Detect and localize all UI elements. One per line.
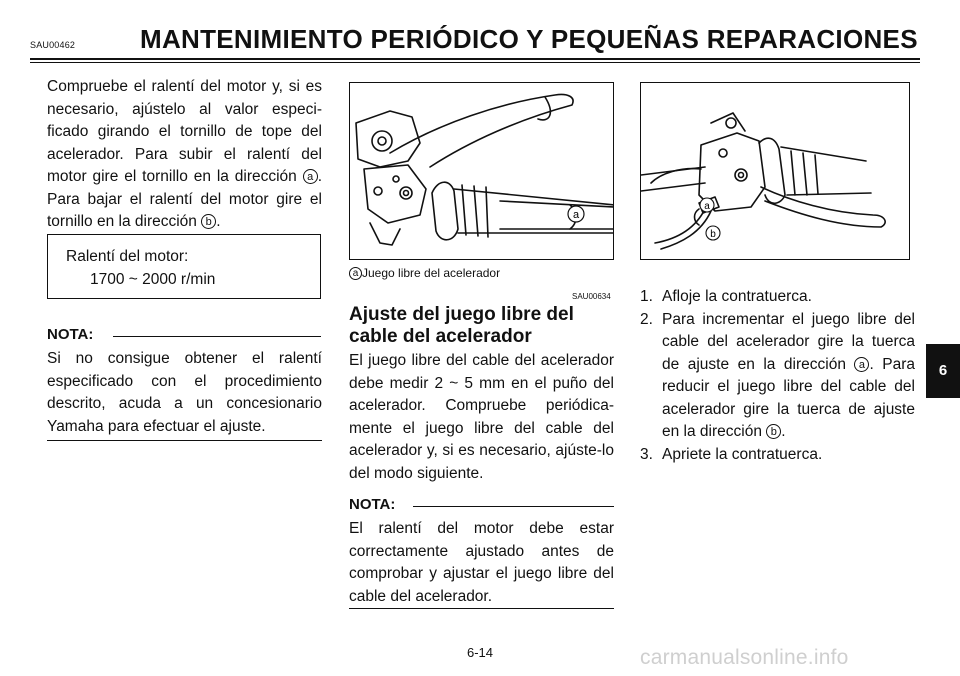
caption-a-marker: a — [349, 267, 362, 280]
spec-value: 1700 ~ 2000 r/min — [90, 270, 216, 288]
note-end-rule — [47, 440, 322, 441]
step-text-2: . Para reducir el juego libre del cable del acelerador gire la tuerca de ajuste en la dirección — [662, 355, 915, 440]
direction-a-marker: a — [303, 169, 318, 184]
watermark: carmanualsonline.info — [640, 646, 849, 669]
figure-callout-b-label: b — [710, 229, 716, 240]
note-label: NOTA: — [47, 326, 94, 343]
cable-adjuster-illustration — [640, 82, 910, 260]
step-text — [662, 309, 915, 444]
note-end-rule — [349, 608, 614, 609]
note-rule — [113, 336, 321, 337]
handlebar-right-drawing — [641, 83, 910, 260]
step-number: 2. — [640, 310, 653, 328]
direction-b-marker: b — [201, 214, 216, 229]
intro-text-3: . — [216, 213, 221, 230]
step-text: Apriete la contratuerca. — [662, 445, 823, 463]
direction-a-marker: a — [854, 357, 869, 372]
intro-text-2: . Para bajar el ralentí del motor gire el tornillo en la dirección — [47, 168, 322, 230]
note-text: Si no consigue obtener el ralentí especificado con el procedimiento descrito, acuda a un concesionario Yamaha para efectuar el ajuste. — [47, 350, 322, 435]
page-title: MANTENIMIENTO PERIÓDICO Y PEQUEÑAS REPARACIONES — [140, 24, 918, 54]
note-label: NOTA: — [349, 496, 396, 513]
list-item — [640, 309, 915, 444]
procedure-steps — [640, 286, 915, 466]
step-text-1: Para incrementar el juego libre del cable del acelerador gire la tuerca de ajuste en la dirección — [662, 310, 915, 373]
figure-callout-a-label: a — [572, 209, 580, 221]
list-item — [640, 444, 915, 467]
note-text: El ralentí del motor debe estar correctamente ajustado antes de comprobar y ajustar el juego libre del cable del acelerador. — [349, 520, 614, 605]
intro-text-1: Compruebe el ralentí del motor y, si es necesario, ajústelo al valor especi-ficado girando el tornillo de tope del acelerador. Para subir el ralentí del motor gire el tornillo en la dirección — [47, 78, 322, 185]
caption-text: Juego libre del acelerador — [362, 266, 501, 280]
step-text-3: . — [781, 423, 786, 440]
handlebar-left-drawing — [350, 83, 614, 260]
figure-callout-a-label: a — [704, 201, 710, 212]
page-number: 6-14 — [466, 645, 494, 660]
chapter-tab: 6 — [926, 344, 960, 398]
step-number: 3. — [640, 445, 653, 463]
list-item — [640, 286, 915, 309]
figure-caption — [349, 266, 500, 280]
intro-paragraph — [47, 76, 322, 234]
header-rule — [30, 58, 920, 60]
section-title: Ajuste del juego libre del cable del acelerador — [349, 304, 574, 347]
section-code: SAU00462 — [30, 40, 76, 50]
section-code: SAU00634 — [572, 292, 611, 301]
section-text: El juego libre del cable del acelerador debe medir 2 ~ 5 mm en el puño del acelerador. Compruebe periódica-mente el juego libre del cable del acelerador y, si es necesario, ajúste-lo del modo siguiente. — [349, 352, 614, 482]
note-rule — [413, 506, 614, 507]
step-number: 1. — [640, 288, 653, 305]
throttle-freeplay-illustration — [349, 82, 614, 260]
spec-label: Ralentí del motor: — [66, 248, 189, 265]
direction-b-marker: b — [766, 424, 781, 439]
step-text: Afloje la contratuerca. — [662, 288, 812, 305]
header-rule-thin — [30, 62, 920, 63]
spec-box — [47, 234, 321, 299]
